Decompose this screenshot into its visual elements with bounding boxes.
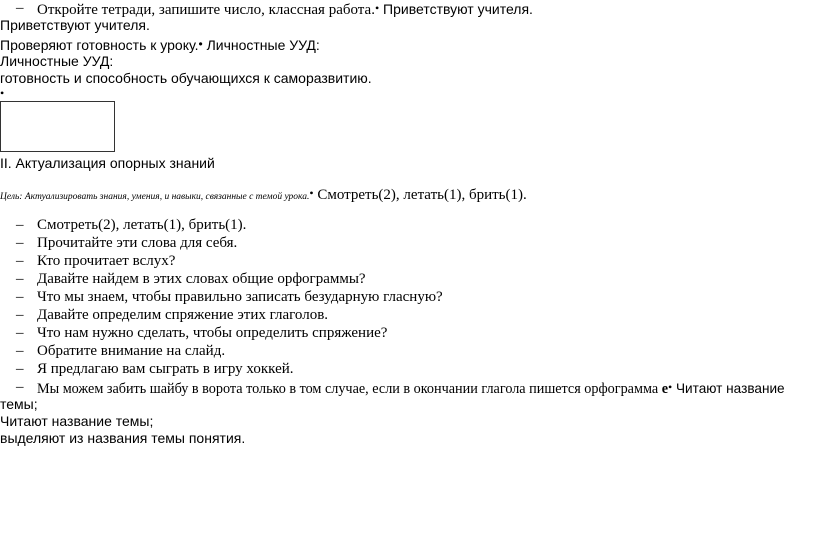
goal-text: Цель: Актуализировать знания, умения, и навыки, связанные с темой урока. bbox=[0, 192, 310, 202]
bullet-icon: • bbox=[668, 380, 673, 394]
list-item-text: Что нам нужно сделать, чтобы определить спряжение? bbox=[37, 325, 388, 341]
dash-marker: – bbox=[16, 0, 24, 16]
list-item-text: Давайте найдем в этих словах общие орфограммы? bbox=[37, 271, 366, 287]
section-heading: II. Актуализация опорных знаний bbox=[0, 155, 215, 171]
dash-marker: – bbox=[16, 379, 24, 395]
line-greet-teacher: Приветствуют учителя. bbox=[0, 17, 150, 33]
dash-marker: – bbox=[16, 253, 24, 269]
list-item-text: Давайте определим спряжение этих глаголов. bbox=[37, 307, 329, 323]
dash-marker: – bbox=[16, 289, 24, 305]
line-check-readiness bbox=[0, 36, 320, 54]
wrapped-line: темы; bbox=[0, 396, 38, 412]
line-self-development: готовность и способность обучающихся к саморазвитию. bbox=[0, 70, 372, 86]
list-item-text: Смотреть(2), летать(1), брить(1). bbox=[37, 217, 247, 233]
dash-marker: – bbox=[16, 343, 24, 359]
list-item-note: Читают название bbox=[672, 381, 785, 396]
goal-note: Смотреть(2), летать(1), брить(1). bbox=[313, 187, 527, 203]
empty-image-frame bbox=[0, 101, 115, 152]
line-text: Проверяют готовность к уроку. bbox=[0, 37, 199, 53]
orthogram-letter: е bbox=[661, 381, 668, 397]
line-read-topic: Читают название темы; bbox=[0, 413, 154, 429]
dash-marker: – bbox=[16, 307, 24, 323]
list-item-text: Обратите внимание на слайд. bbox=[37, 343, 226, 359]
line-highlight-concepts: выделяют из названия темы понятия. bbox=[0, 430, 246, 446]
dash-marker: – bbox=[16, 271, 24, 287]
line-text: Откройте тетради, запишите число, классная работа. bbox=[37, 2, 375, 18]
list-item-text: Я предлагаю вам сыграть в игру хоккей. bbox=[37, 361, 294, 377]
bullet-icon: • bbox=[198, 37, 203, 51]
bullet-icon: • bbox=[374, 1, 380, 15]
list-item-text: Мы можем забить шайбу в ворота только в том случае, если в окончании глагола пишется орфограмма bbox=[37, 381, 662, 397]
dash-marker: – bbox=[16, 361, 24, 377]
dash-marker: – bbox=[16, 235, 24, 251]
dash-marker: – bbox=[16, 325, 24, 341]
bullet-icon: • bbox=[309, 186, 314, 200]
line-note: Личностные УУД: bbox=[202, 37, 320, 53]
dash-marker: – bbox=[16, 217, 24, 233]
line-personal-uud: Личностные УУД: bbox=[0, 53, 114, 69]
line-note: Приветствуют учителя. bbox=[379, 1, 533, 17]
list-item-text: Прочитайте эти слова для себя. bbox=[37, 235, 238, 251]
list-item-text: Что мы знаем, чтобы правильно записать безударную гласную? bbox=[37, 289, 443, 305]
lesson-goal bbox=[0, 185, 527, 206]
bullet-icon: • bbox=[0, 86, 5, 100]
list-item-text: Кто прочитает вслух? bbox=[37, 253, 176, 269]
